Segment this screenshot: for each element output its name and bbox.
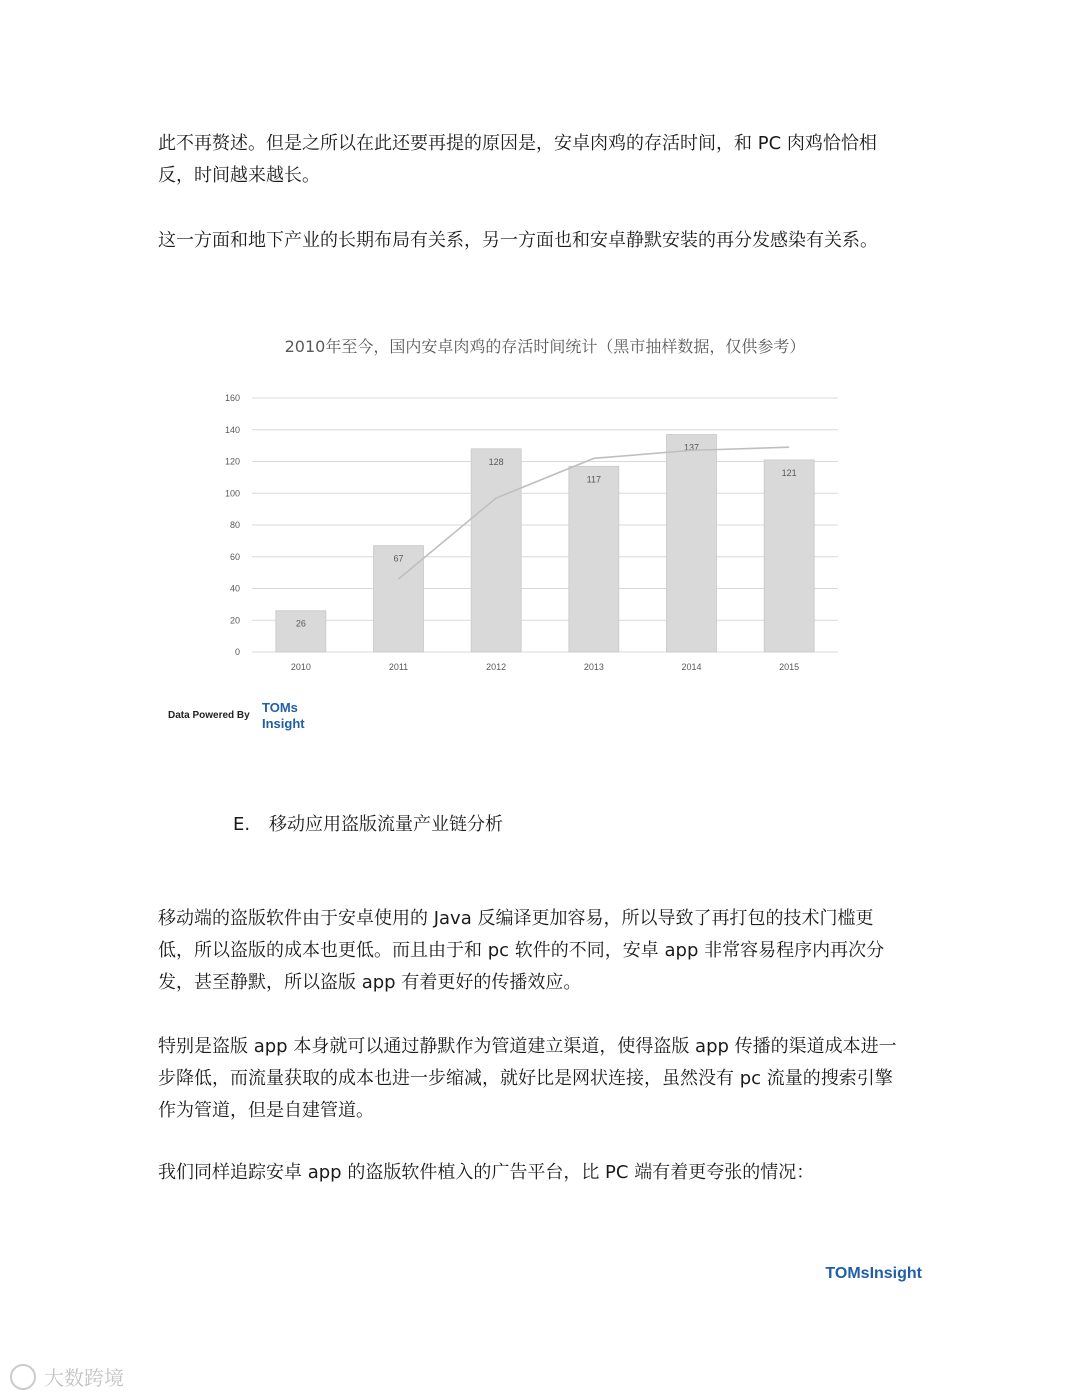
- bar: [471, 449, 521, 652]
- paragraph-line: 特别是盗版 app 本身就可以通过静默作为管道建立渠道，使得盗版 app 传播的渠道成本进一: [158, 1036, 897, 1057]
- data-label: 128: [488, 456, 504, 467]
- y-tick-label: 100: [224, 488, 240, 499]
- credit-logo-line2: Insight: [262, 716, 305, 731]
- y-tick-label: 140: [224, 424, 240, 435]
- x-tick-label: 2012: [486, 662, 507, 672]
- x-tick-label: 2013: [583, 662, 604, 672]
- watermark-text: 大数跨境: [44, 1366, 124, 1390]
- paragraph-4: [158, 1031, 928, 1127]
- paragraph-2: [158, 225, 928, 257]
- credit-logo-line1: TOMs: [262, 700, 298, 715]
- paragraph-5: [158, 1157, 928, 1189]
- bar: [667, 435, 717, 652]
- watermark: [10, 1362, 124, 1391]
- x-tick-label: 2011: [388, 662, 409, 672]
- bar: [276, 611, 326, 652]
- x-tick-label: 2014: [681, 662, 702, 672]
- bar-chart: [210, 380, 850, 680]
- paragraph-line: 移动端的盗版软件由于安卓使用的 Java 反编译更加容易，所以导致了再打包的技术门槛更: [158, 908, 874, 929]
- y-tick-label: 0: [234, 647, 240, 657]
- paragraph-line: 这一方面和地下产业的长期布局有关系，另一方面也和安卓静默安装的再分发感染有关系。: [158, 230, 878, 251]
- credit-label: Data Powered By: [168, 710, 250, 721]
- paragraph-1: [158, 128, 928, 192]
- watermark-logo-icon: [10, 1364, 36, 1390]
- y-tick-label: 40: [229, 583, 240, 594]
- paragraph-line: 此不再赘述。但是之所以在此还要再提的原因是，安卓肉鸡的存活时间，和 PC 肉鸡恰恰相: [158, 133, 877, 154]
- bar: [764, 460, 814, 652]
- bar: [569, 466, 619, 652]
- data-label: 117: [586, 474, 602, 485]
- y-tick-label: 160: [224, 393, 240, 403]
- data-label: 121: [781, 467, 797, 478]
- chart-title: 2010年至今，国内安卓肉鸡的存活时间统计（黑市抽样数据，仅供参考）: [284, 337, 806, 356]
- paragraph-line: 步降低，而流量获取的成本也进一步缩减，就好比是网状连接，虽然没有 pc 流量的搜索引擎: [158, 1068, 893, 1089]
- paragraph-3: [158, 903, 928, 999]
- data-label: 137: [683, 442, 700, 453]
- y-tick-label: 120: [224, 456, 240, 467]
- y-tick-label: 80: [229, 520, 240, 530]
- data-label: 67: [393, 553, 404, 564]
- x-tick-label: 2010: [290, 662, 311, 672]
- paragraph-line: 低，所以盗版的成本也更低。而且由于和 pc 软件的不同，安卓 app 非常容易程序内再次分: [158, 940, 885, 961]
- section-letter: E.: [233, 814, 251, 835]
- section-title: 移动应用盗版流量产业链分析: [269, 814, 503, 835]
- paragraph-line: 发，甚至静默，所以盗版 app 有着更好的传播效应。: [158, 972, 582, 993]
- section-heading: [233, 810, 503, 836]
- footer-brand-logo: TOMsInsight: [825, 1265, 922, 1282]
- paragraph-line: 作为管道，但是自建管道。: [158, 1100, 374, 1121]
- x-tick-label: 2015: [779, 662, 800, 672]
- paragraph-line: 反，时间越来越长。: [158, 165, 320, 186]
- data-label: 26: [295, 618, 306, 629]
- paragraph-line: 我们同样追踪安卓 app 的盗版软件植入的广告平台，比 PC 端有着更夸张的情况：: [158, 1162, 815, 1183]
- y-tick-label: 60: [229, 551, 240, 562]
- y-tick-label: 20: [229, 615, 240, 626]
